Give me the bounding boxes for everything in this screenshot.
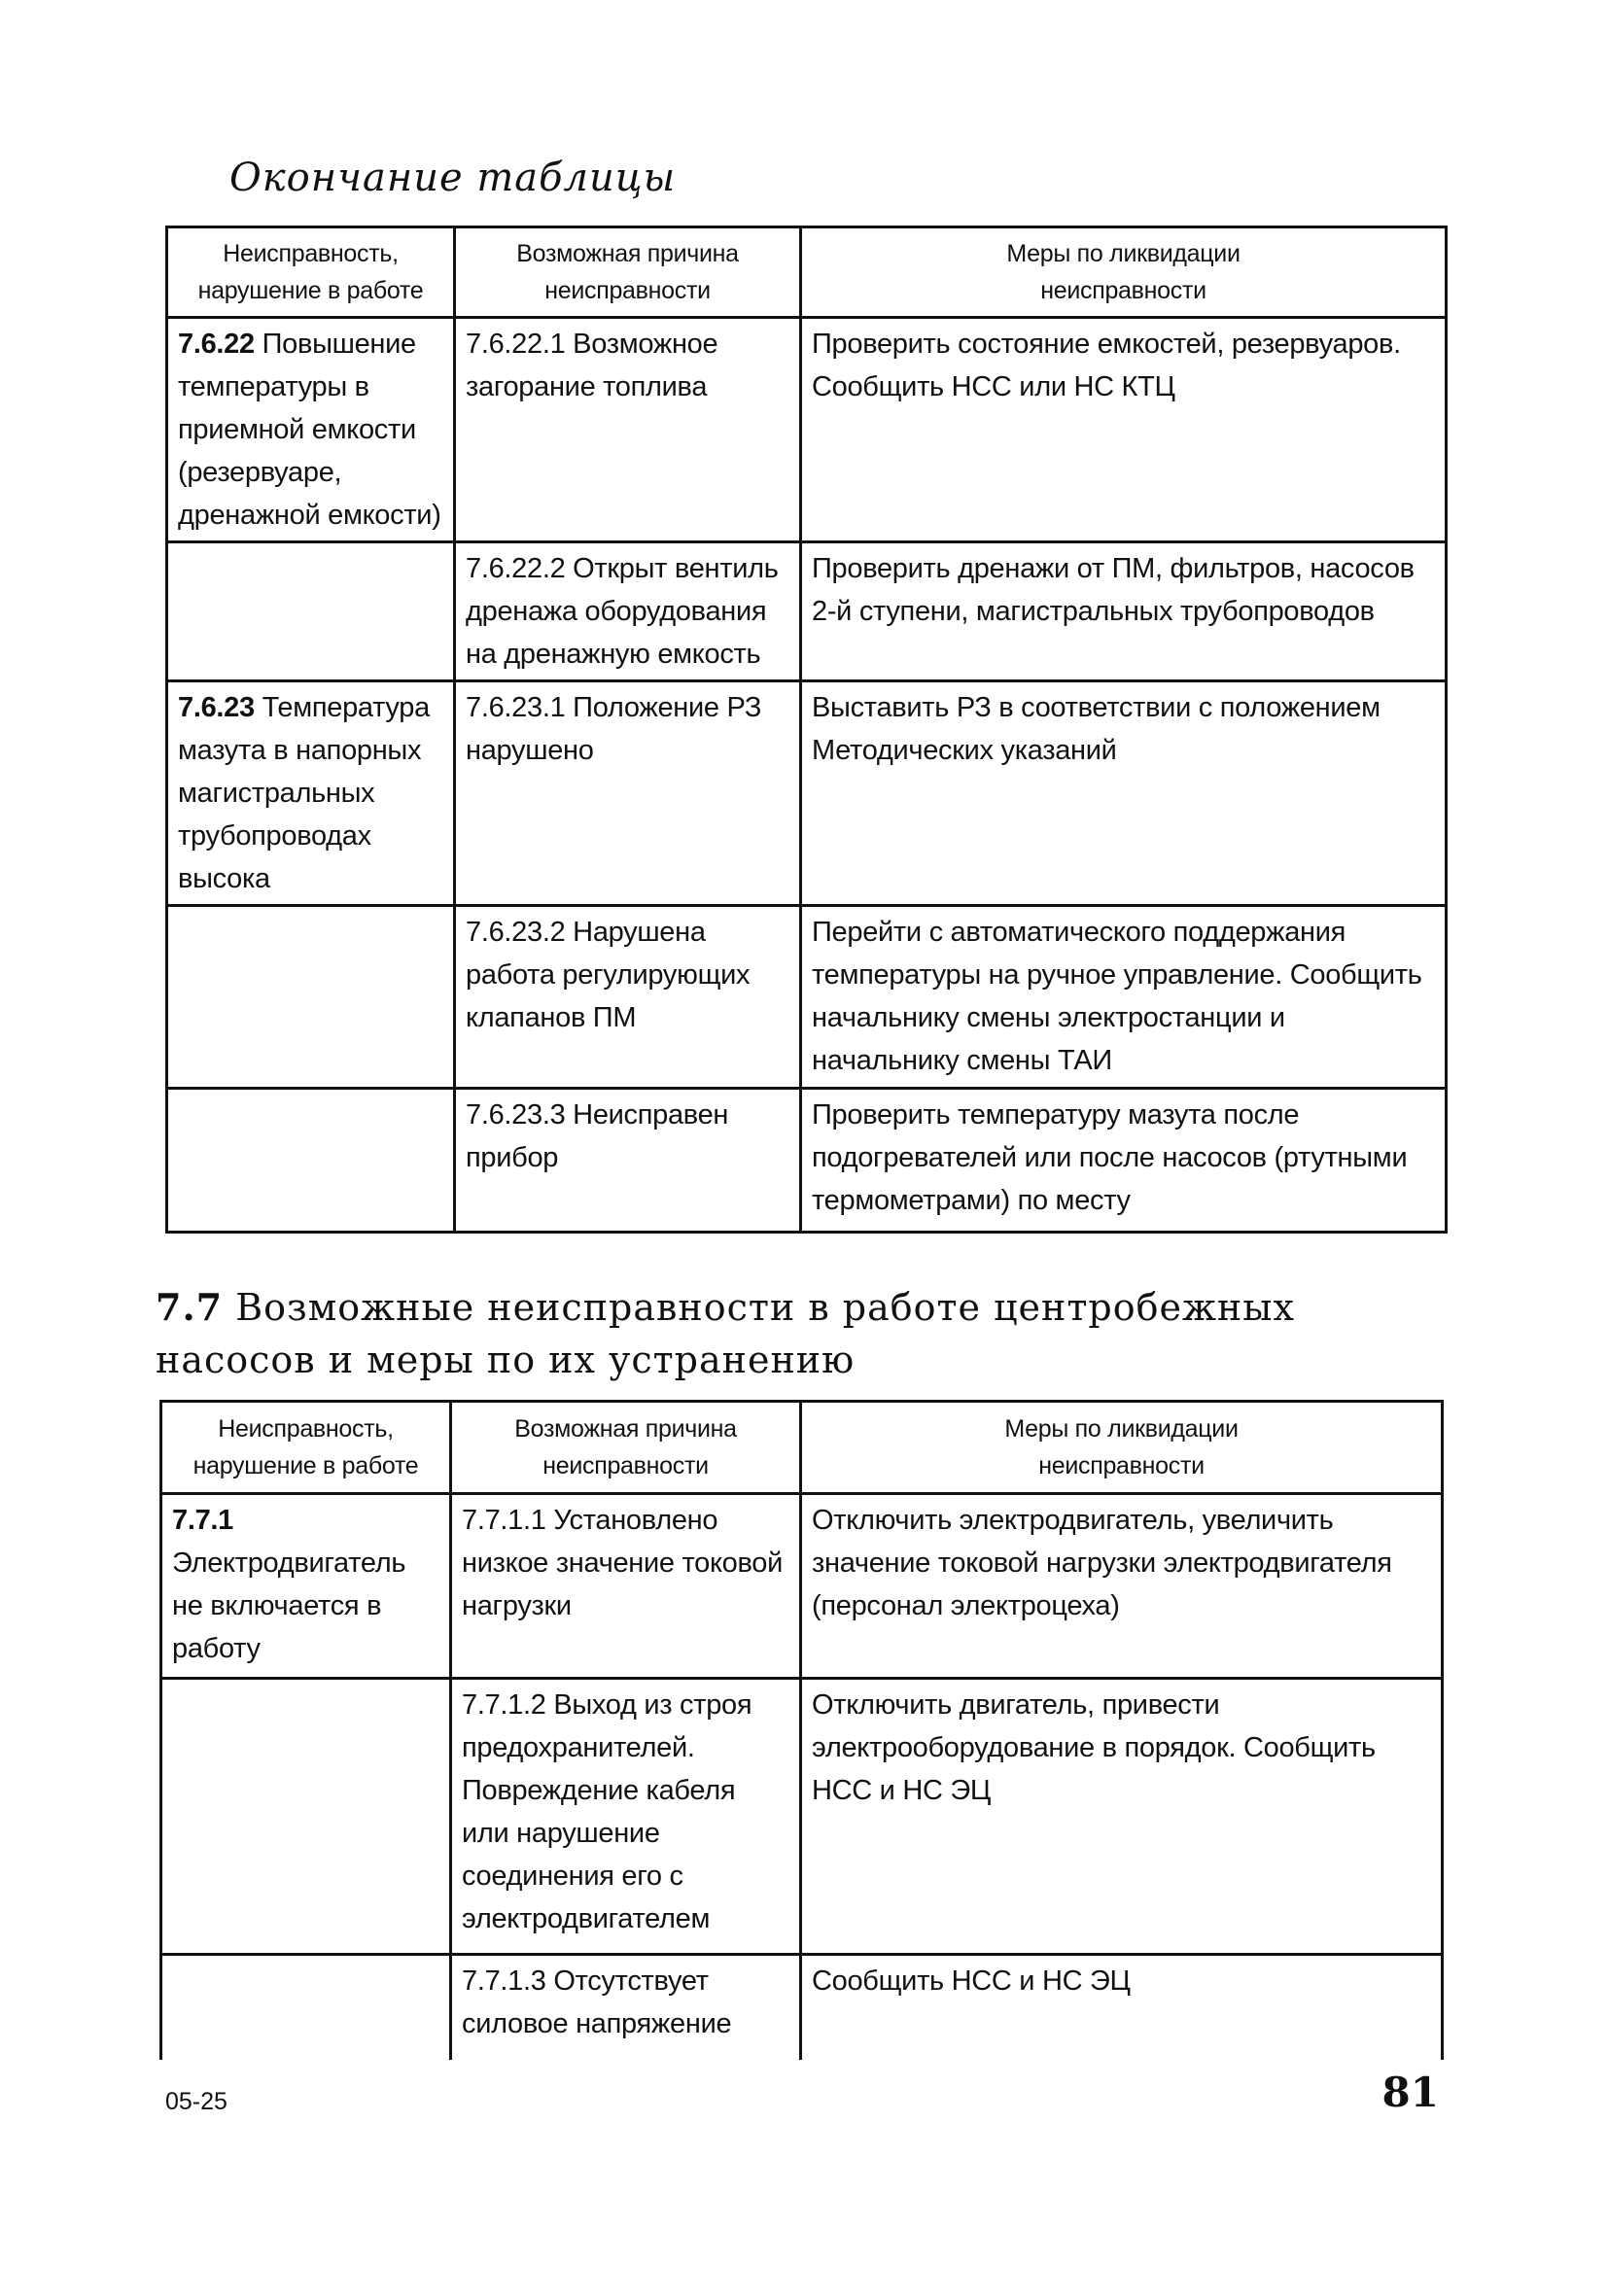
continued-table-label: Окончание таблицы [229, 156, 677, 200]
table-row [167, 542, 1447, 681]
header-line: Неисправность, [223, 240, 399, 267]
fault-text: Повышение температуры в приемной емкости (резервуаре, дренажной емкости) [178, 329, 441, 531]
cause-cell: 7.6.22.1 Возможное загорание топлива [455, 318, 801, 542]
header-line: Возможная причина [516, 240, 739, 267]
table-header-row [161, 1402, 1443, 1494]
header-line: неисправности [542, 1452, 709, 1479]
table-row [167, 318, 1447, 542]
fault-text: Электродвигатель не включается в работу [172, 1548, 406, 1664]
fault-code: 7.7.1 [172, 1505, 233, 1536]
header-fault [167, 227, 455, 318]
table-row [167, 1089, 1447, 1233]
fault-cell [167, 681, 455, 906]
section-number: 7.7 [156, 1285, 224, 1329]
table-row [167, 681, 1447, 906]
fault-text: Температура мазута в напорных магистральных трубопроводах высока [178, 692, 430, 894]
fault-code: 7.6.23 [178, 692, 255, 723]
header-line: нарушение в работе [192, 1452, 419, 1479]
cause-cell: 7.7.1.3 Отсутствует силовое напряжение [451, 1955, 801, 2060]
fault-code: 7.6.22 [178, 329, 255, 360]
header-cause [451, 1402, 801, 1494]
fault-cell [161, 1955, 451, 2060]
measures-cell: Отключить электродвигатель, увеличить значение токовой нагрузки электродвигателя (персонал электроцеха) [801, 1494, 1443, 1679]
cause-cell: 7.6.22.2 Открыт вентиль дренажа оборудования на дренажную емкость [455, 542, 801, 681]
measures-cell: Проверить температуру мазута после подогревателей или после насосов (ртутными термометрами) по месту [801, 1089, 1447, 1233]
header-measures [801, 1402, 1443, 1494]
cause-cell: 7.6.23.3 Неисправен прибор [455, 1089, 801, 1233]
measures-cell: Перейти с автоматического поддержания температуры на ручное управление. Сообщить начальнику смены электростанции и начальнику смены ТАИ [801, 906, 1447, 1089]
cause-cell: 7.6.23.1 Положение РЗ нарушено [455, 681, 801, 906]
measures-cell: Проверить дренажи от ПМ, фильтров, насосов 2-й ступени, магистральных трубопроводов [801, 542, 1447, 681]
header-line: неисправности [1040, 277, 1206, 304]
fault-cell [161, 1494, 451, 1679]
fault-cell [161, 1679, 451, 1955]
table-row [161, 1679, 1443, 1955]
header-cause [455, 227, 801, 318]
page-number: 81 [1381, 2069, 1439, 2116]
fault-cell [167, 542, 455, 681]
fault-cell [167, 1089, 455, 1233]
faults-table-continued [165, 226, 1448, 1234]
header-measures [801, 227, 1447, 318]
cause-cell: 7.7.1.1 Установлено низкое значение токовой нагрузки [451, 1494, 801, 1679]
measures-cell: Проверить состояние емкостей, резервуаров. Сообщить НСС или НС КТЦ [801, 318, 1447, 542]
header-line: нарушение в работе [197, 277, 424, 304]
centrifugal-pump-faults-table [159, 1400, 1444, 2060]
table-row [161, 1494, 1443, 1679]
cause-cell: 7.7.1.2 Выход из строя предохранителей. Повреждение кабеля или нарушение соединения его с электродвигателем [451, 1679, 801, 1955]
header-line: Меры по ликвидации [1004, 1415, 1239, 1443]
header-line: Меры по ликвидации [1006, 240, 1241, 267]
measures-cell: Выставить РЗ в соответствии с положением Методических указаний [801, 681, 1447, 906]
section-heading [156, 1281, 1439, 1386]
footer-code: 05-25 [165, 2088, 227, 2115]
header-line: Неисправность, [218, 1415, 394, 1443]
header-line: неисправности [544, 277, 711, 304]
table-row [167, 906, 1447, 1089]
cause-cell: 7.6.23.2 Нарушена работа регулирующих клапанов ПМ [455, 906, 801, 1089]
measures-cell: Отключить двигатель, привести электрооборудование в порядок. Сообщить НСС и НС ЭЦ [801, 1679, 1443, 1955]
table-header-row [167, 227, 1447, 318]
section-title-text: Возможные неисправности в работе центробежных насосов и меры по их устранению [156, 1286, 1295, 1381]
table-row [161, 1955, 1443, 2060]
header-fault [161, 1402, 451, 1494]
header-line: Возможная причина [514, 1415, 737, 1443]
header-line: неисправности [1038, 1452, 1205, 1479]
measures-cell: Сообщить НСС и НС ЭЦ [801, 1955, 1443, 2060]
fault-cell [167, 906, 455, 1089]
fault-cell [167, 318, 455, 542]
